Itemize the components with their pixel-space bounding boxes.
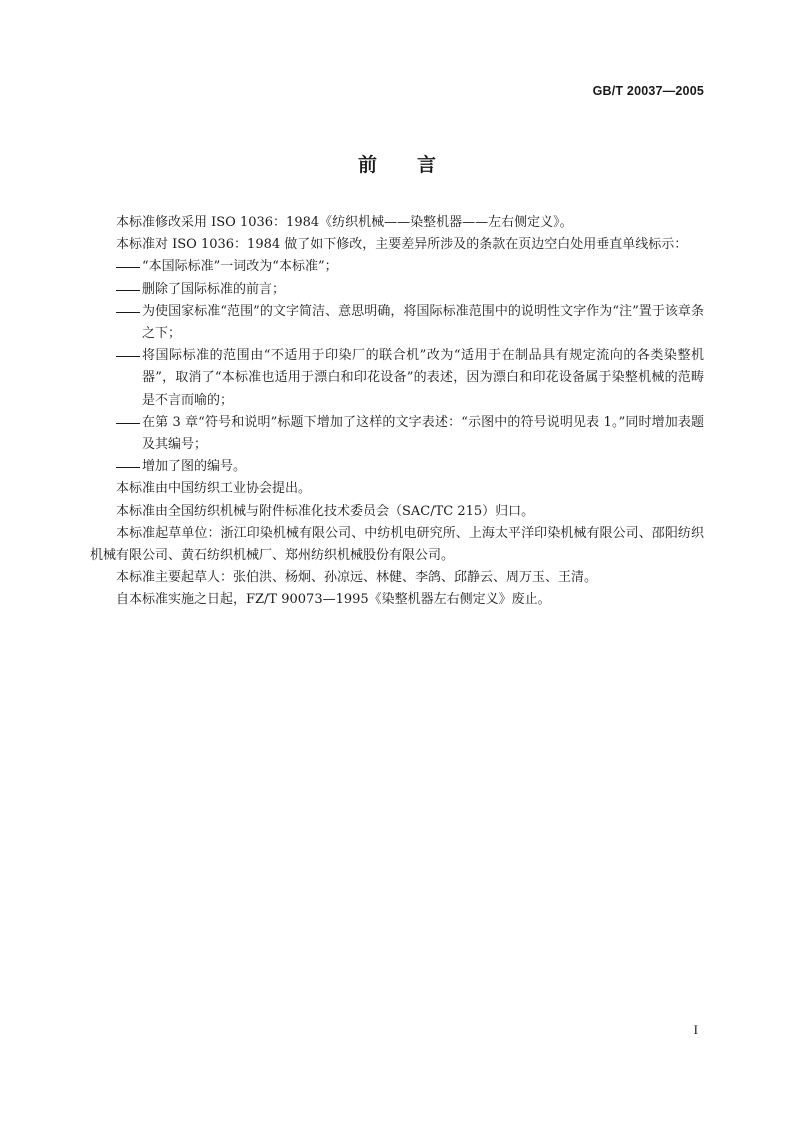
page-number: I	[693, 1022, 698, 1037]
list-item	[90, 256, 704, 278]
paragraph-drafters: 本标准主要起草人：张伯洪、杨炯、孙凉远、林健、李鸽、邱静云、周万玉、王清。	[116, 570, 598, 586]
paragraph-modifications-intro: 本标准对 ISO 1036：1984 做了如下修改，主要差异所涉及的条款在页边空白处用垂直单线标示：	[116, 237, 688, 253]
list-item-text: 将国际标准的范围由“不适用于印染厂的联合机”改为“适用于在制品具有规定流向的各类染整机器”，取消了“本标准也适用于漂白和印花设备”的表述，因为漂白和印花设备属于染整机械的范畴是不言而喻的；	[142, 348, 704, 408]
list-item-text: 为使国家标准“范围”的文字简洁、意思明确，将国际标准范围中的说明性文字作为“注”置于该章条之下；	[142, 303, 704, 342]
paragraph-abolition: 自本标准实施之日起，FZ/T 90073—1995《染整机器左右侧定义》废止。	[116, 592, 551, 608]
paragraph-proposer: 本标准由中国纺织工业协会提出。	[116, 481, 312, 497]
list-item	[90, 456, 704, 478]
list-item	[90, 279, 704, 301]
standard-code: GB/T 20037—2005	[592, 84, 704, 98]
list-item	[90, 345, 704, 412]
page-title: 前言	[357, 154, 476, 176]
paragraph-drafting-units: 本标准起草单位：浙江印染机械有限公司、中纺机电研究所、上海太平洋印染机械有限公司、邵阳纺织机械有限公司、黄石纺织机械厂、郑州纺织机械股份有限公司。	[90, 525, 704, 564]
list-item	[90, 412, 704, 456]
list-item-text: “本国际标准”一词改为“本标准”；	[142, 259, 338, 275]
list-item	[90, 301, 704, 345]
list-item-text: 在第 3 章“符号和说明”标题下增加了这样的文字表述：“示图中的符号说明见表 1。”同时增加表题及其编号；	[142, 414, 704, 453]
list-item-text: 增加了图的编号。	[142, 459, 247, 475]
list-item-text: 删除了国际标准的前言；	[142, 281, 286, 297]
paragraph-technical-committee: 本标准由全国纺织机械与附件标准化技术委员会（SAC/TC 215）归口。	[116, 503, 535, 519]
foreword-body	[90, 212, 704, 612]
paragraph-adoption: 本标准修改采用 ISO 1036：1984《纺织机械——染整机器——左右侧定义》。	[116, 215, 573, 230]
